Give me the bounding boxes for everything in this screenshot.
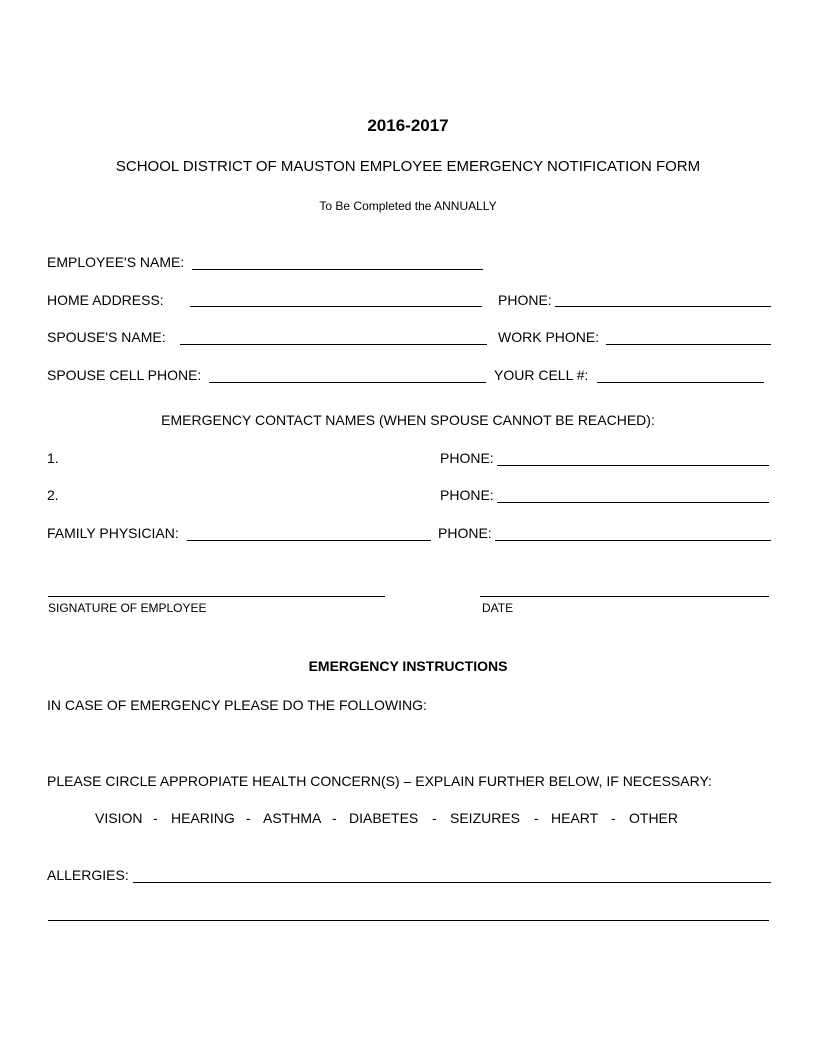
signature-label: SIGNATURE OF EMPLOYEE: [48, 601, 207, 615]
home-address-label: HOME ADDRESS:: [47, 292, 164, 308]
date-label: DATE: [482, 601, 514, 615]
concern-vision[interactable]: VISION: [95, 810, 143, 826]
form-year: 2016-2017: [367, 116, 449, 135]
work-phone-field[interactable]: [606, 344, 771, 345]
spouse-cell-label: SPOUSE CELL PHONE:: [47, 367, 202, 383]
contact-1-label: 1.: [47, 450, 59, 466]
employee-name-field[interactable]: [192, 269, 483, 270]
allergies-field[interactable]: [133, 882, 771, 883]
physician-phone-field[interactable]: [495, 540, 771, 541]
phone-field[interactable]: [555, 306, 771, 307]
contact-1-phone-field[interactable]: [497, 465, 769, 466]
emergency-contacts-heading: EMERGENCY CONTACT NAMES (WHEN SPOUSE CANNOT BE REACHED):: [161, 412, 655, 428]
spouse-cell-field[interactable]: [209, 382, 486, 383]
in-case-text: IN CASE OF EMERGENCY PLEASE DO THE FOLLOWING:: [47, 697, 427, 713]
employee-name-label: EMPLOYEE'S NAME:: [47, 254, 185, 270]
concern-separator: -: [534, 810, 539, 826]
date-field[interactable]: [480, 596, 769, 597]
contact-2-label: 2.: [47, 487, 59, 503]
signature-field[interactable]: [48, 596, 385, 597]
concern-hearing[interactable]: HEARING: [171, 810, 235, 826]
work-phone-label: WORK PHONE:: [498, 329, 600, 345]
concern-separator: -: [332, 810, 337, 826]
concern-seizures[interactable]: SEIZURES: [450, 810, 521, 826]
concern-separator: -: [246, 810, 251, 826]
concern-separator: -: [153, 810, 158, 826]
spouse-name-field[interactable]: [180, 344, 487, 345]
concern-heart[interactable]: HEART: [551, 810, 599, 826]
contact-2-phone-field[interactable]: [497, 502, 769, 503]
allergies-field-continued[interactable]: [48, 920, 769, 921]
contact-1-phone-label: PHONE:: [440, 450, 494, 466]
physician-field[interactable]: [187, 540, 431, 541]
form-title: SCHOOL DISTRICT OF MAUSTON EMPLOYEE EMERGENCY NOTIFICATION FORM: [115, 158, 701, 175]
contact-2-phone-label: PHONE:: [440, 487, 494, 503]
concern-asthma[interactable]: ASTHMA: [263, 810, 322, 826]
instructions-heading: EMERGENCY INSTRUCTIONS: [308, 658, 508, 674]
form-subtitle: To Be Completed the ANNUALLY: [319, 199, 497, 213]
circle-prompt: PLEASE CIRCLE APPROPIATE HEALTH CONCERN(S) – EXPLAIN FURTHER BELOW, IF NECESSARY:: [47, 773, 712, 789]
home-address-field[interactable]: [190, 306, 482, 307]
concern-separator: -: [611, 810, 616, 826]
physician-phone-label: PHONE:: [438, 525, 492, 541]
allergies-label: ALLERGIES:: [47, 867, 129, 883]
phone-label: PHONE:: [498, 292, 552, 308]
concern-diabetes[interactable]: DIABETES: [349, 810, 419, 826]
your-cell-label: YOUR CELL #:: [494, 367, 589, 383]
concern-separator: -: [432, 810, 437, 826]
concern-other[interactable]: OTHER: [629, 810, 678, 826]
your-cell-field[interactable]: [597, 382, 764, 383]
spouse-name-label: SPOUSE'S NAME:: [47, 329, 166, 345]
physician-label: FAMILY PHYSICIAN:: [47, 525, 179, 541]
